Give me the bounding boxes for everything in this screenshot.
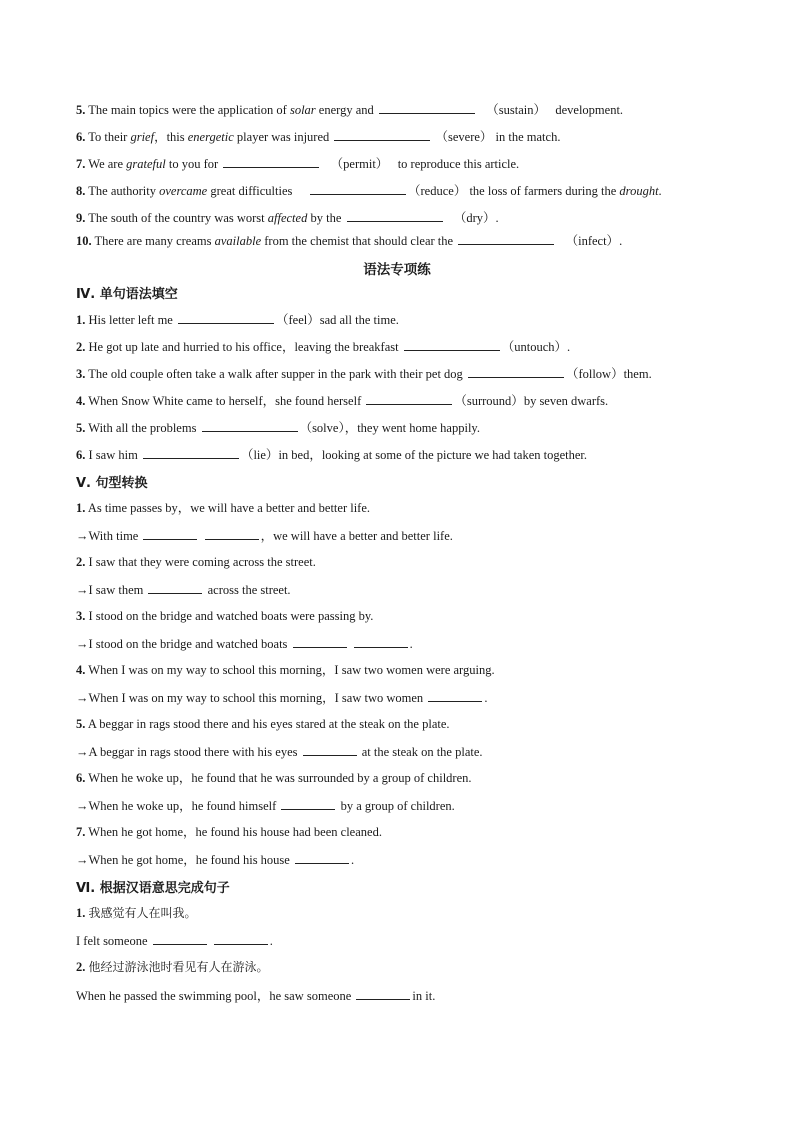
p6-q1-en: I felt someone . [76, 934, 273, 948]
grammar-section-title: 语法专项练 [363, 262, 431, 278]
p5-q6-orig: 6. When he woke up，he found that he was surrounded by a group of children. [76, 771, 472, 785]
p5-q5-orig: 5. A beggar in rags stood there and his eyes stared at the steak on the plate. [76, 717, 450, 731]
q-number: 6. [76, 130, 86, 144]
hint: （solve） [299, 421, 345, 435]
answer-blank[interactable] [354, 635, 408, 648]
answer-blank[interactable] [178, 311, 274, 324]
q7-line: 7. We are grateful to you for （permit） to reproduce this article. [76, 157, 520, 171]
p4-q4-line: 4. When Snow White came to herself，she found herself （surround）by seven dwarfs. [76, 394, 609, 408]
answer-blank[interactable] [143, 527, 197, 540]
answer-blank[interactable] [205, 527, 259, 540]
hint: （severe） [435, 130, 493, 144]
p5-q3-orig: 3. I stood on the bridge and watched boats were passing by. [76, 609, 374, 623]
p4-q3-line: 3. The old couple often take a walk after supper in the park with their pet dog （follow）them. [76, 367, 652, 381]
p6-q2-en: When he passed the swimming pool，he saw someone in it. [76, 989, 436, 1003]
answer-blank[interactable] [334, 128, 430, 141]
answer-blank[interactable] [153, 932, 207, 945]
answer-blank[interactable] [202, 419, 298, 432]
hint: （follow） [565, 367, 624, 381]
part5-title: Ⅴ. 句型转换 [76, 476, 148, 491]
p5-q1-rewrite: →With time ，we will have a better and better life. [76, 529, 453, 543]
q-number: 10. [76, 234, 92, 248]
answer-blank[interactable] [223, 155, 319, 168]
answer-blank[interactable] [347, 209, 443, 222]
hint: （permit） [330, 157, 389, 171]
answer-blank[interactable] [214, 932, 268, 945]
hint: （dry） [453, 211, 496, 225]
answer-blank[interactable] [295, 851, 349, 864]
p4-q5-line: 5. With all the problems （solve），they went home happily. [76, 421, 480, 435]
p5-q3-rewrite: →I stood on the bridge and watched boats . [76, 637, 413, 651]
p5-q2-orig: 2. I saw that they were coming across the street. [76, 555, 316, 569]
answer-blank[interactable] [468, 365, 564, 378]
p4-q6-line: 6. I saw him （lie）in bed，looking at some of the picture we had taken together. [76, 448, 588, 462]
answer-blank[interactable] [281, 797, 335, 810]
answer-blank[interactable] [310, 182, 406, 195]
answer-blank[interactable] [366, 392, 452, 405]
p6-q1-cn: 1. 我感觉有人在叫我。 [76, 906, 197, 920]
hint: （infect） [565, 234, 620, 248]
p5-q5-rewrite: →A beggar in rags stood there with his eyes at the steak on the plate. [76, 745, 483, 759]
hint: （sustain） [486, 103, 546, 117]
p6-q2-cn: 2. 他经过游泳池时看见有人在游泳。 [76, 960, 269, 974]
q8-line: 8. The authority overcame great difficulties （reduce） the loss of farmers during the drought. [76, 184, 662, 198]
q-number: 8. [76, 184, 86, 198]
p4-q1-line: 1. His letter left me （feel）sad all the time. [76, 313, 399, 327]
answer-blank[interactable] [404, 338, 500, 351]
hint: （untouch） [501, 340, 567, 354]
answer-blank[interactable] [293, 635, 347, 648]
answer-blank[interactable] [303, 743, 357, 756]
hint: （feel） [275, 313, 320, 327]
q5-line: 5. The main topics were the application of solar energy and （sustain） development. [76, 103, 624, 117]
p5-q1-orig: 1. As time passes by，we will have a better and better life. [76, 501, 371, 515]
hint: （surround） [454, 394, 524, 408]
answer-blank[interactable] [458, 232, 554, 245]
part4-title: Ⅳ. 单句语法填空 [76, 287, 178, 302]
part6-title: Ⅵ. 根据汉语意思完成句子 [76, 881, 230, 896]
answer-blank[interactable] [143, 446, 239, 459]
hint: （lie） [240, 448, 279, 462]
answer-blank[interactable] [379, 101, 475, 114]
q-number: 5. [76, 103, 86, 117]
q9-line: 9. The south of the country was worst affected by the （dry）. [76, 211, 499, 225]
answer-blank[interactable] [148, 581, 202, 594]
p5-q2-rewrite: →I saw them across the street. [76, 583, 291, 597]
answer-blank[interactable] [428, 689, 482, 702]
q6-line: 6. To their grief，this energetic player was injured （severe） in the match. [76, 130, 561, 144]
q-number: 9. [76, 211, 86, 225]
p5-q7-rewrite: →When he got home，he found his house . [76, 853, 355, 867]
p5-q7-orig: 7. When he got home，he found his house had been cleaned. [76, 825, 382, 839]
q-number: 7. [76, 157, 86, 171]
p5-q4-rewrite: →When I was on my way to school this morning，I saw two women . [76, 691, 488, 705]
q10-line: 10. There are many creams available from the chemist that should clear the （infect）. [76, 234, 623, 248]
p5-q6-rewrite: →When he woke up，he found himself by a group of children. [76, 799, 455, 813]
p5-q4-orig: 4. When I was on my way to school this morning，I saw two women were arguing. [76, 663, 495, 677]
answer-blank[interactable] [356, 987, 410, 1000]
p4-q2-line: 2. He got up late and hurried to his office，leaving the breakfast （untouch）. [76, 340, 571, 354]
hint: （reduce） [408, 184, 467, 198]
